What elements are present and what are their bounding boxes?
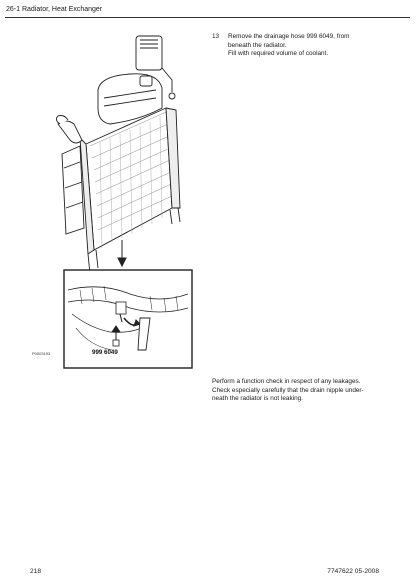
radiator-core [80, 108, 180, 274]
detail-arrow [118, 240, 126, 266]
page-number: 218 [30, 568, 42, 575]
note-line: Perform a function check in respect of any leakages. [212, 378, 361, 385]
step-instructions [228, 33, 398, 59]
figure-id: P0003193 [32, 351, 51, 356]
step-line: Remove the drainage hose 999 6049, from [228, 33, 350, 40]
upper-hose [56, 116, 82, 144]
side-tank [62, 146, 84, 234]
step-line: Fill with required volume of coolant. [228, 50, 329, 58]
note-line: Check especially carefully that the drain nipple under- [212, 386, 364, 394]
tool-number-label: 999 6049 [92, 349, 118, 356]
radiator-illustration [40, 28, 200, 380]
step-number: 13 [212, 33, 220, 40]
function-check-note [212, 378, 402, 404]
detail-view [64, 270, 192, 368]
document-reference: 7747622 05-2008 [327, 568, 379, 575]
header-divider [5, 17, 410, 18]
page-header-title: 26-1 Radiator, Heat Exchanger [6, 6, 103, 13]
step-line: beneath the radiator. [228, 41, 287, 49]
note-line: neath the radiator is not leaking. [212, 395, 303, 403]
